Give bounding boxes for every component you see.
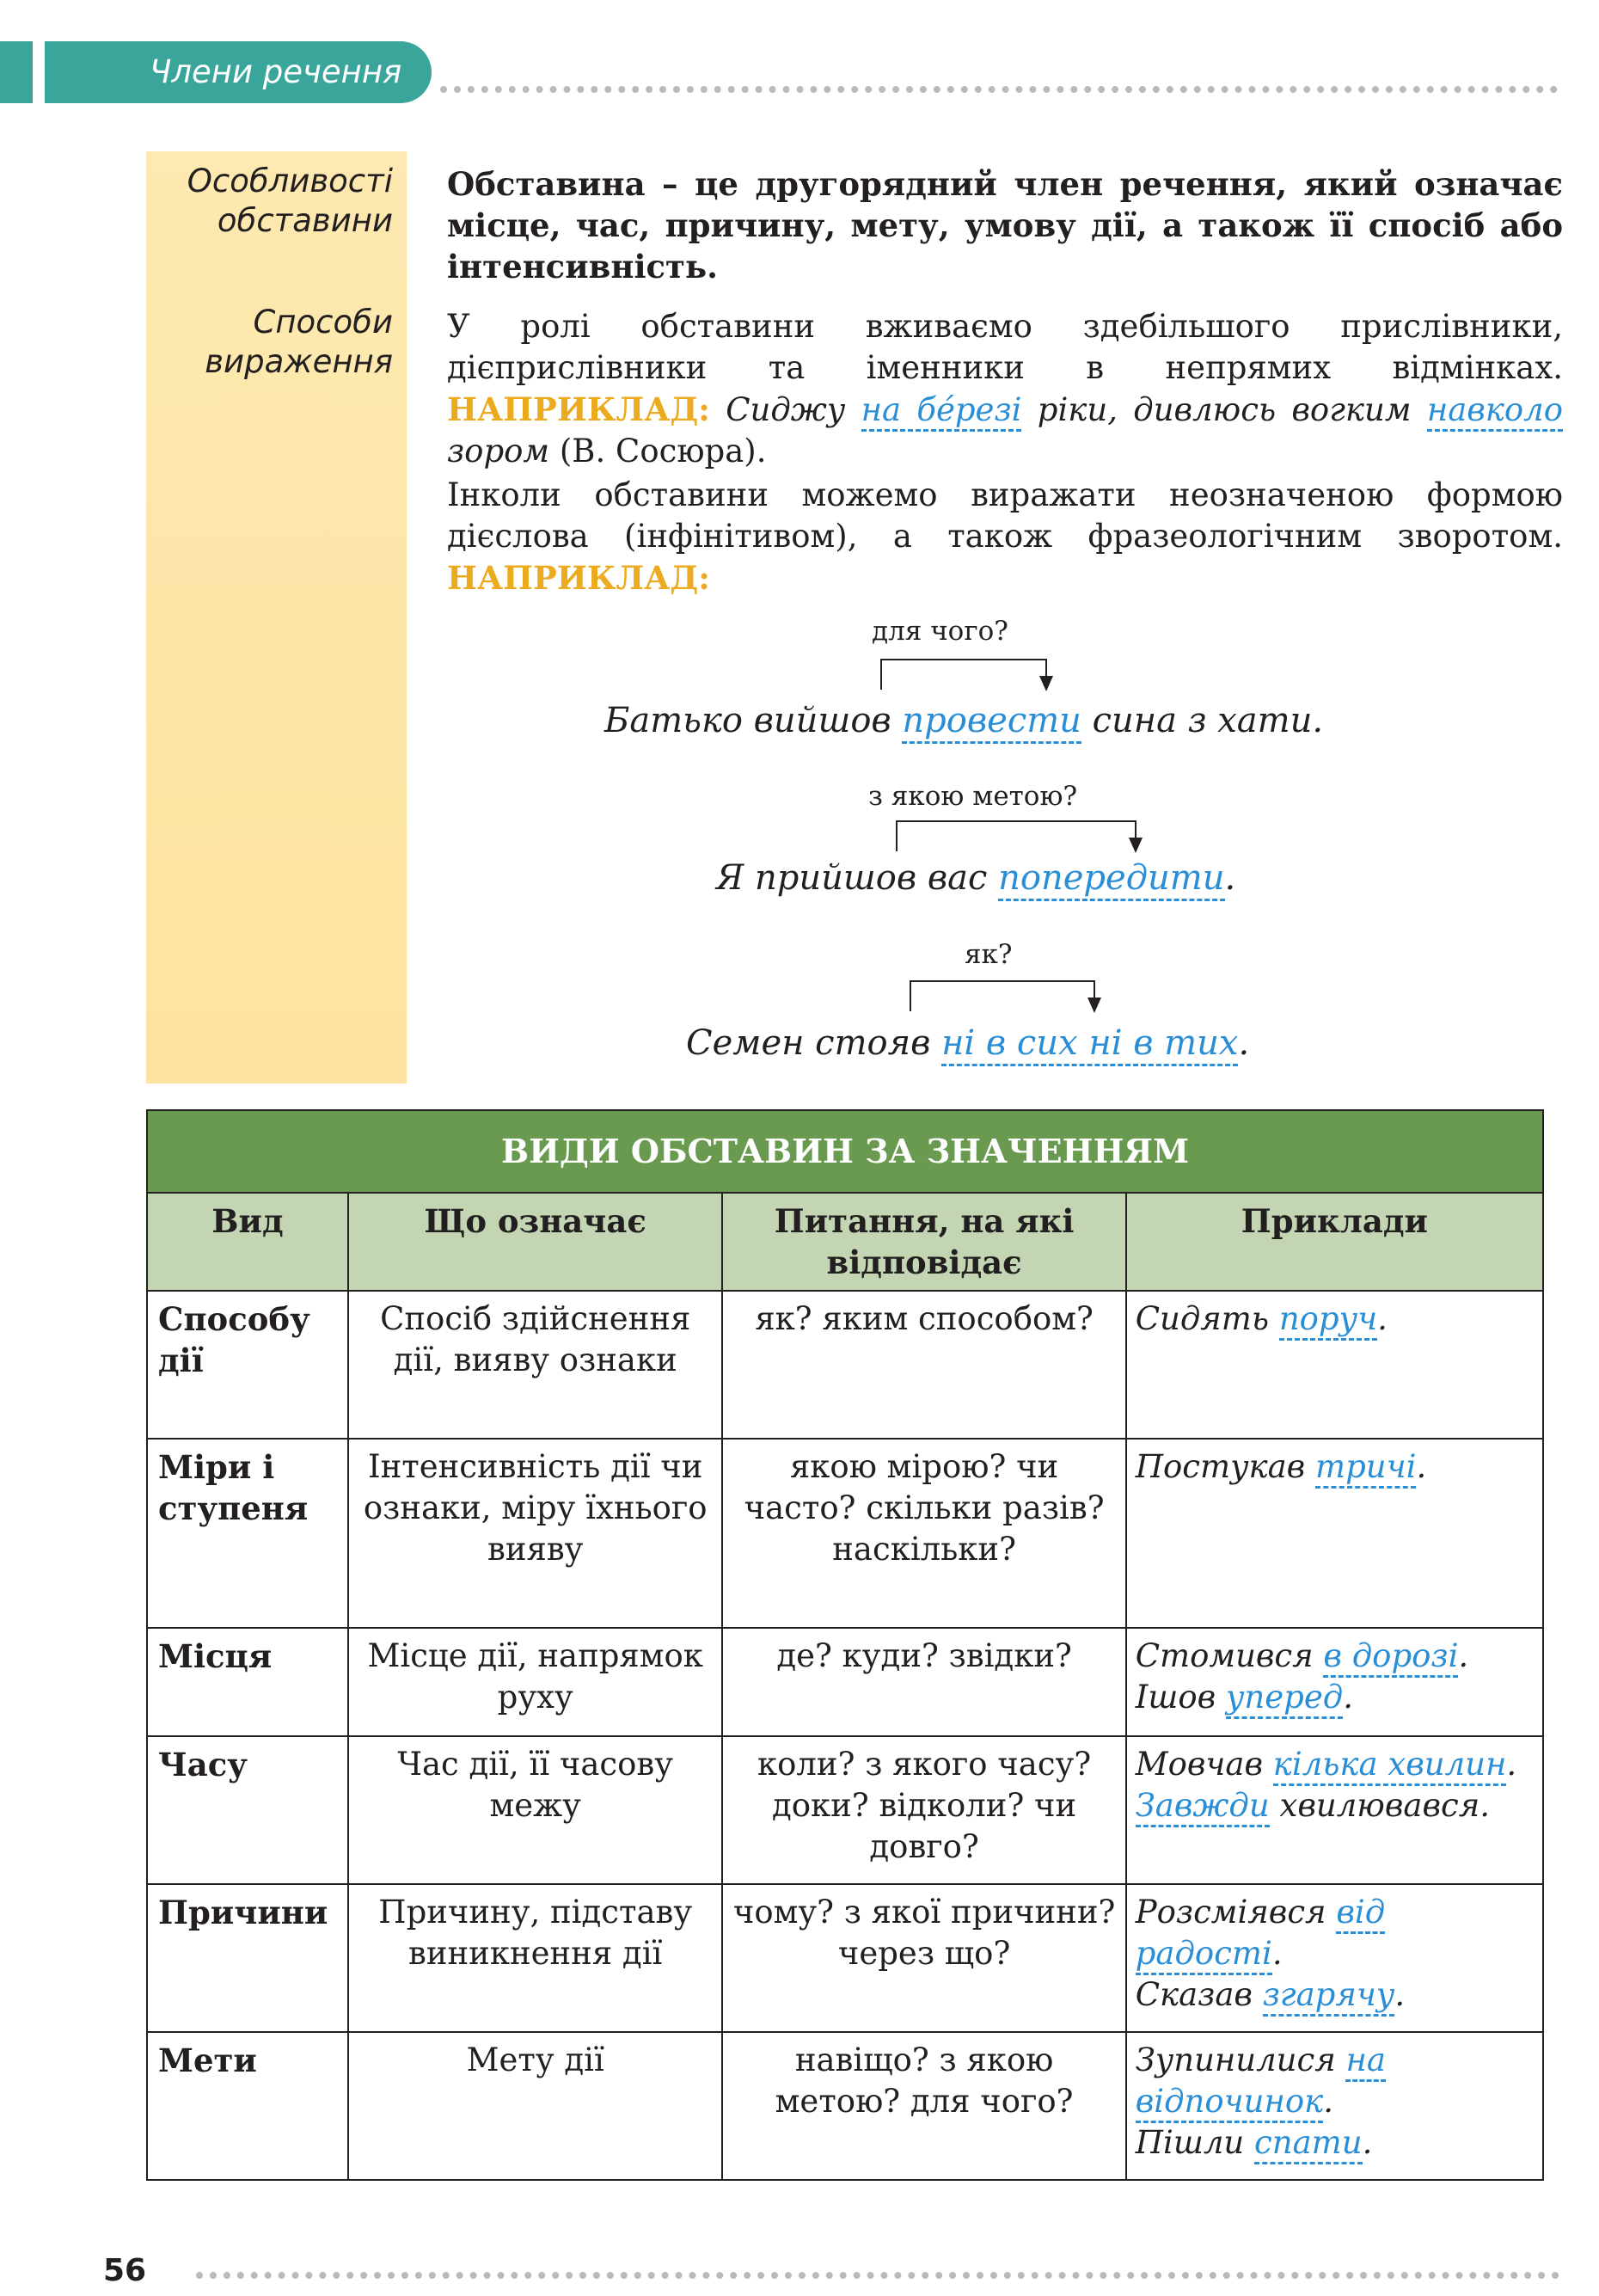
example-1-part-c: зором <box>447 433 550 470</box>
cell-examples <box>1126 1291 1543 1439</box>
header-meaning: Що означає <box>348 1193 723 1291</box>
example-1-question: для чого? <box>872 616 1008 647</box>
cell-questions: де? куди? звідки? <box>722 1628 1125 1736</box>
table-caption-row <box>147 1110 1543 1193</box>
example-adverbial: кілька хвилин <box>1273 1746 1507 1786</box>
example-2-sentence <box>716 858 1235 898</box>
example-line <box>1136 2040 1534 2122</box>
cell-meaning: Мету дії <box>348 2032 723 2180</box>
example-3-highlight: ні в сих ні в тих <box>941 1023 1238 1066</box>
example-3-question: як? <box>965 939 1013 970</box>
cell-examples <box>1126 2032 1543 2180</box>
example-line <box>1136 2122 1534 2164</box>
example-adverbial: тричі <box>1315 1448 1416 1489</box>
example-1-arrowhead <box>1039 676 1053 691</box>
example-text-end: . <box>1416 1448 1427 1485</box>
example-2-arrow-line <box>1135 820 1136 839</box>
example-adverbial: на відпочинок <box>1136 2041 1386 2123</box>
example-3-after: . <box>1238 1023 1250 1063</box>
table-row <box>147 1736 1543 1884</box>
example-line <box>1136 1892 1534 1974</box>
example-3-sentence <box>686 1023 1249 1063</box>
example-1-author: (В. Сосюра). <box>559 433 767 470</box>
example-2-before: Я прийшов вас <box>716 858 988 898</box>
example-text: Розсміявся <box>1135 1894 1326 1931</box>
section-title-tab <box>45 41 432 103</box>
side-panel <box>146 151 407 1084</box>
table-body <box>147 1291 1543 2180</box>
example-adverbial: уперед <box>1226 1679 1343 1719</box>
table-row <box>147 1291 1543 1439</box>
example-adverbial: в дорозі <box>1323 1637 1458 1678</box>
infinitive-text: Інколи обставини можемо виражати неозначеною формою дієслова (інфінітивом), а також фразеологічним зворотом. <box>447 476 1563 555</box>
example-3-before: Семен стояв <box>686 1023 931 1063</box>
cell-kind: Міри і ступеня <box>147 1439 348 1628</box>
example-text: Ішов <box>1135 1679 1216 1716</box>
example-2-arrowhead <box>1129 838 1143 853</box>
cell-examples <box>1126 1736 1543 1884</box>
header-accent-bar <box>0 41 33 103</box>
example-line <box>1136 1974 1534 2016</box>
example-line <box>1136 1744 1534 1785</box>
cell-kind: Мети <box>147 2032 348 2180</box>
example-line <box>1136 1636 1534 1677</box>
table-caption: ВИДИ ОБСТАВИН ЗА ЗНАЧЕННЯМ <box>147 1110 1543 1193</box>
cell-kind: Способу дії <box>147 1291 348 1439</box>
adverbial-types-table <box>146 1109 1544 2181</box>
cell-kind: Причини <box>147 1884 348 2032</box>
example-2-highlight: попередити <box>998 858 1224 901</box>
example-1-part-b: ріки, дивлюсь вогким <box>1037 391 1412 428</box>
example-line <box>1136 1446 1534 1488</box>
example-line <box>1136 1785 1534 1826</box>
side-label-expression-line1: Способи <box>253 304 393 341</box>
example-3-arrow-line <box>1094 980 1095 999</box>
side-label-features <box>187 162 393 241</box>
example-label-2: НАПРИКЛАД: <box>447 559 710 597</box>
cell-kind: Часу <box>147 1736 348 1884</box>
side-label-expression-line2: вираження <box>205 343 393 380</box>
example-1-highlight-2: навколо <box>1427 391 1563 432</box>
header-dotted-line <box>440 86 1558 93</box>
definition-text: Обставина – це другорядний член речення, який означає місце, час, причину, мету, умову дії, а також її спосіб або інтенсивність. <box>447 165 1563 285</box>
cell-examples <box>1126 1884 1543 2032</box>
cell-questions: навіщо? з якою метою? для чого? <box>722 2032 1125 2180</box>
side-label-features-line2: обставини <box>217 202 393 239</box>
cell-meaning: Місце дії, напрямок руху <box>348 1628 723 1736</box>
cell-meaning: Причину, підставу виникнення дії <box>348 1884 723 2032</box>
header-kind: Вид <box>147 1193 348 1291</box>
example-1-sentence <box>604 701 1323 740</box>
cell-meaning: Спосіб здійснення дії, вияву ознаки <box>348 1291 723 1439</box>
example-adverbial: спати <box>1254 2124 1363 2164</box>
example-1-before: Батько вийшов <box>604 701 891 740</box>
example-1-highlight: провести <box>902 701 1081 744</box>
cell-questions: як? яким способом? <box>722 1291 1125 1439</box>
page-number: 56 <box>103 2253 147 2288</box>
example-1-bracket <box>880 659 1047 690</box>
cell-questions: коли? з якого часу? доки? відколи? чи довго? <box>722 1736 1125 1884</box>
example-text: Постукав <box>1135 1448 1306 1485</box>
expression-intro: У ролі обставини вживаємо здебільшого прислівники, дієприслівники та іменники в непрямих відмінках. <box>447 308 1563 386</box>
example-1-highlight-1: на бéрезі <box>861 391 1022 432</box>
side-label-features-line1: Особливості <box>187 163 393 200</box>
table-row <box>147 1628 1543 1736</box>
example-adverbial: згарячу <box>1263 1976 1395 2017</box>
example-text-end: . <box>1271 1935 1283 1972</box>
example-text: Зупинилися <box>1135 2041 1336 2078</box>
cell-meaning: Час дії, її часову межу <box>348 1736 723 1884</box>
example-text-end: . <box>1506 1746 1517 1783</box>
footer-dotted-line <box>196 2272 1559 2279</box>
example-2-after: . <box>1224 858 1236 898</box>
example-2-question: з якою метою? <box>868 781 1078 812</box>
example-3-arrowhead <box>1087 998 1101 1013</box>
example-text: Пішли <box>1135 2124 1245 2161</box>
example-text-end: . <box>1323 2083 1333 2120</box>
example-text-end: хвилювався. <box>1279 1787 1490 1824</box>
example-line <box>1136 1298 1534 1340</box>
cell-meaning: Інтенсивність дії чи ознаки, міру їхнього вияву <box>348 1439 723 1628</box>
cell-kind: Місця <box>147 1628 348 1736</box>
side-label-expression <box>205 303 393 382</box>
table-header-row <box>147 1193 1543 1291</box>
section-title: Члени речення <box>150 53 402 90</box>
cell-examples <box>1126 1628 1543 1736</box>
example-text-end: . <box>1394 1976 1406 2013</box>
example-1-after: сина з хати. <box>1092 701 1324 740</box>
example-text-end: . <box>1343 1679 1353 1716</box>
example-text: Сидять <box>1135 1300 1270 1337</box>
example-adverbial: від радості <box>1136 1894 1385 1975</box>
cell-questions: чому? з якої причини? через що? <box>722 1884 1125 2032</box>
example-text: Сказав <box>1135 1976 1253 2013</box>
example-text: Мовчав <box>1135 1746 1264 1783</box>
example-adverbial: Завжди <box>1136 1787 1270 1827</box>
example-1-part-a: Сиджу <box>726 391 846 428</box>
table-row <box>147 1884 1543 2032</box>
header-questions: Питання, на які відповідає <box>722 1193 1125 1291</box>
table-row <box>147 2032 1543 2180</box>
example-3-bracket <box>910 980 1095 1011</box>
example-1-arrow-line <box>1045 659 1047 678</box>
example-adverbial: поруч <box>1279 1300 1377 1341</box>
example-text: Стомився <box>1135 1637 1314 1674</box>
example-text-end: . <box>1362 2124 1373 2161</box>
cell-examples <box>1126 1439 1543 1628</box>
cell-questions: якою мірою? чи часто? скільки разів? наскільки? <box>722 1439 1125 1628</box>
example-text-end: . <box>1377 1300 1388 1337</box>
example-line <box>1136 1677 1534 1718</box>
infinitive-paragraph <box>447 475 1563 599</box>
table-row <box>147 1439 1543 1628</box>
example-text-end: . <box>1458 1637 1469 1674</box>
header-examples: Приклади <box>1126 1193 1543 1291</box>
example-label: НАПРИКЛАД: <box>447 390 710 428</box>
expression-paragraph <box>447 306 1563 472</box>
example-2-bracket <box>896 820 1136 851</box>
